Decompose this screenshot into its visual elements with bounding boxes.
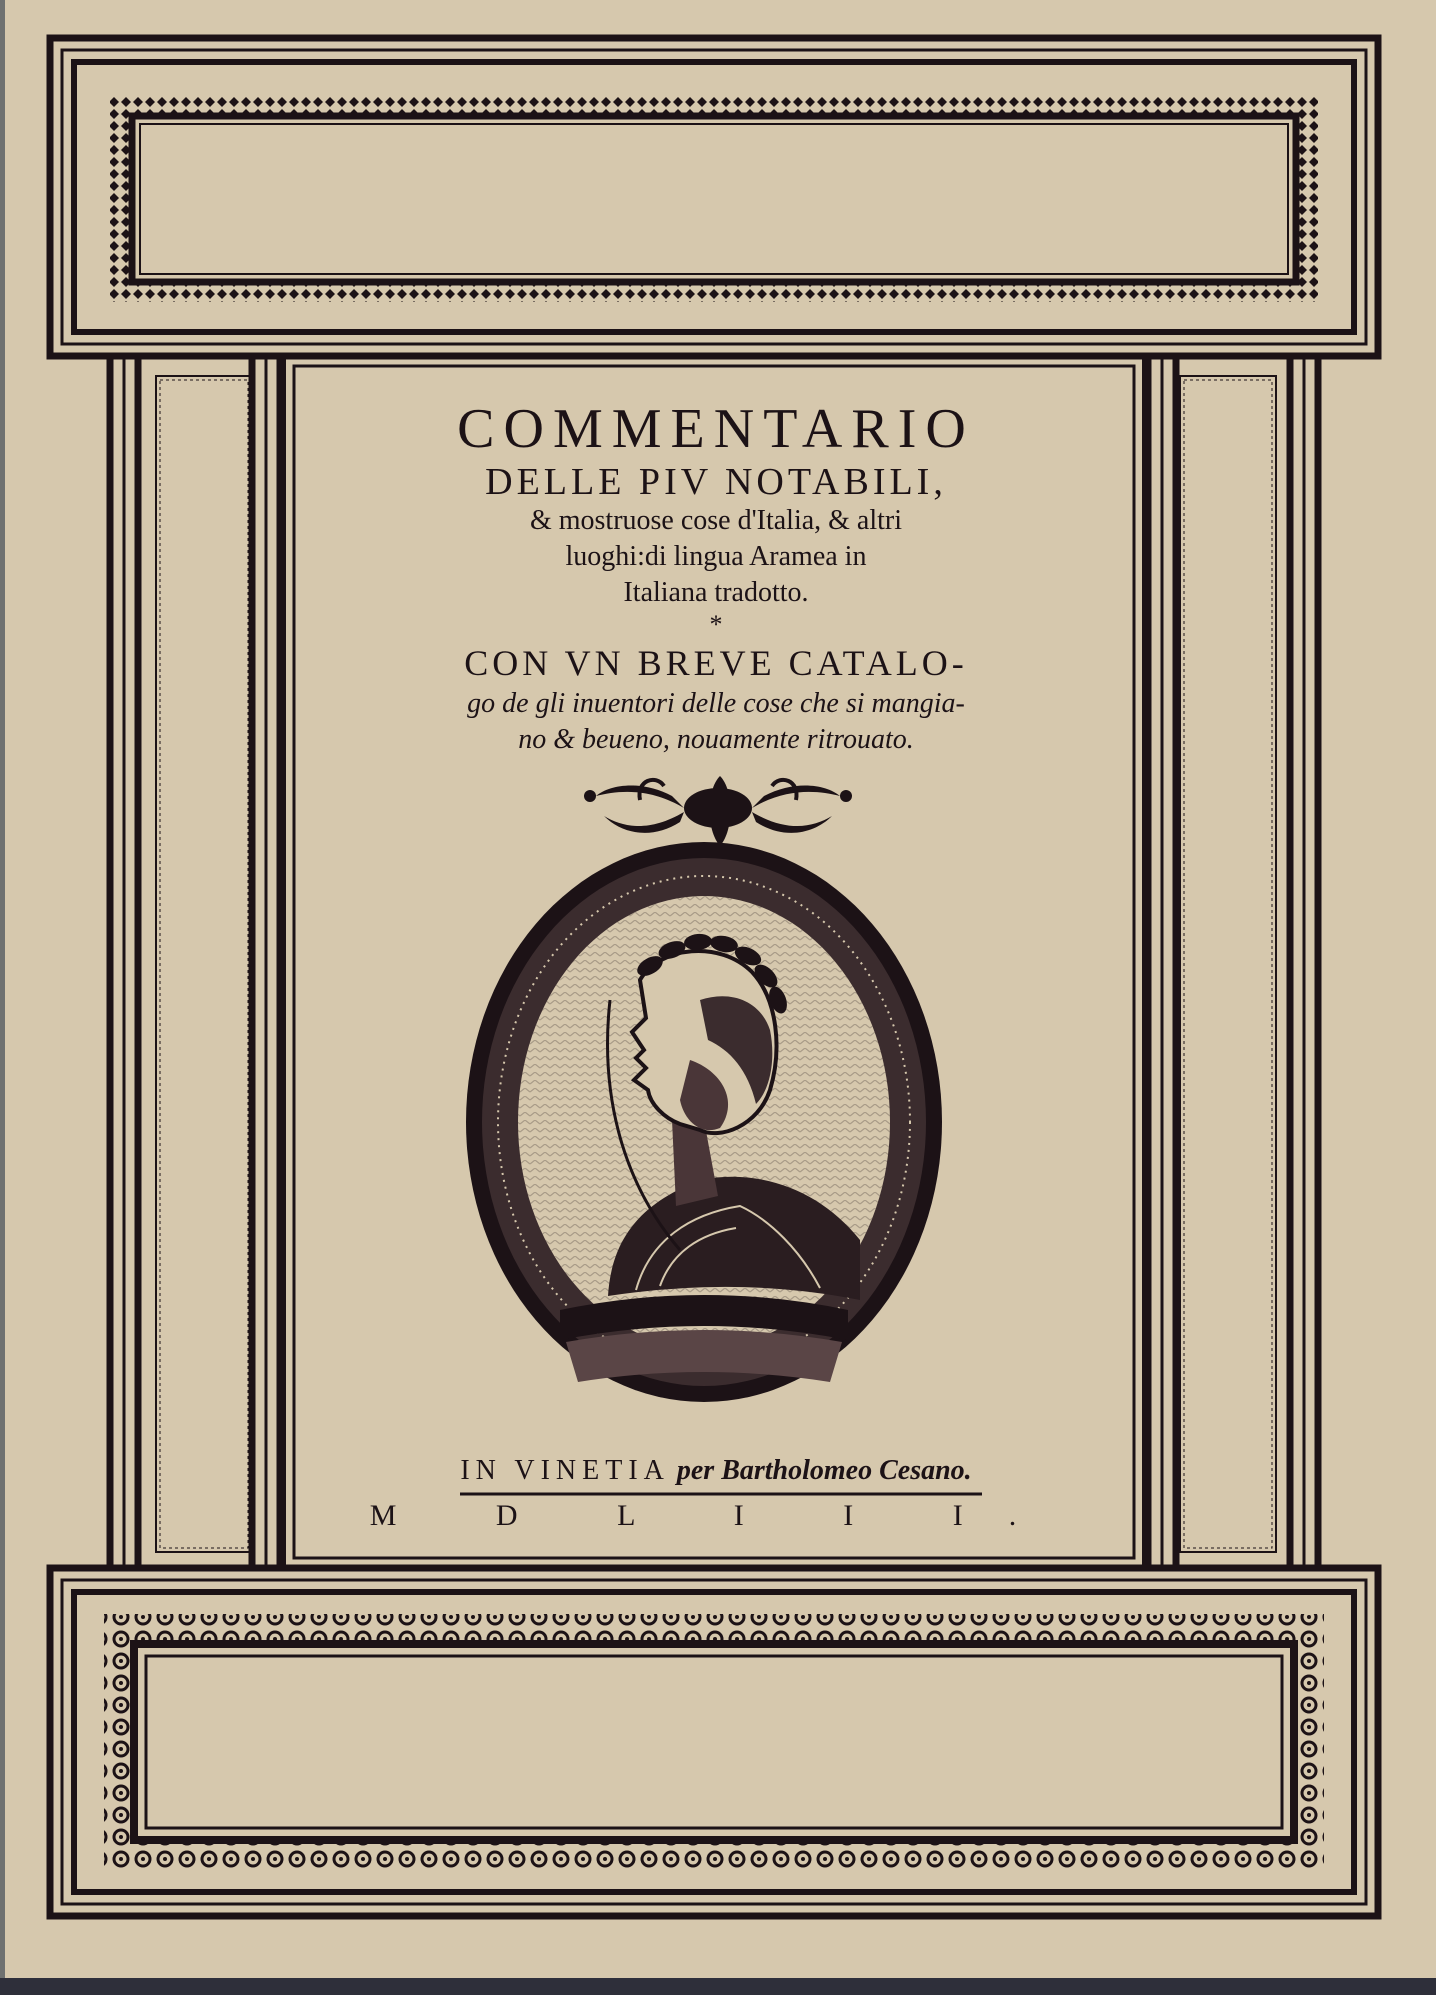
- laureate-bust-medallion: [466, 842, 942, 1402]
- body-line: & mostruose cose d'Italia, & altri: [529, 505, 903, 536]
- imprint-place: IN VINETIA: [460, 1455, 670, 1486]
- right-pillar: [1148, 356, 1318, 1568]
- imprint-line: [300, 1454, 1132, 1488]
- page-subtitle: DELLE PIV NOTABILI,: [485, 461, 947, 503]
- catalog-heading: CON VN BREVE CATALO-: [464, 643, 968, 683]
- imprint-printer: per Bartholomeo Cesano.: [676, 1455, 972, 1486]
- fleuron-ornament: [584, 776, 852, 846]
- asterisk-separator: *: [709, 610, 723, 639]
- top-entablature: [50, 38, 1378, 356]
- imprint-year: M D L I I I.: [369, 1499, 1063, 1532]
- page-title: COMMENTARIO: [457, 398, 975, 460]
- body-line: luoghi:di lingua Aramea in: [565, 541, 867, 572]
- italic-line: no & beueno, nouamente ritrouato.: [518, 724, 914, 755]
- italic-line: go de gli inuentori delle cose che si mangia-: [467, 688, 965, 719]
- left-pillar: [110, 356, 280, 1568]
- bottom-base: [50, 1568, 1378, 1916]
- body-line: Italiana tradotto.: [623, 577, 809, 608]
